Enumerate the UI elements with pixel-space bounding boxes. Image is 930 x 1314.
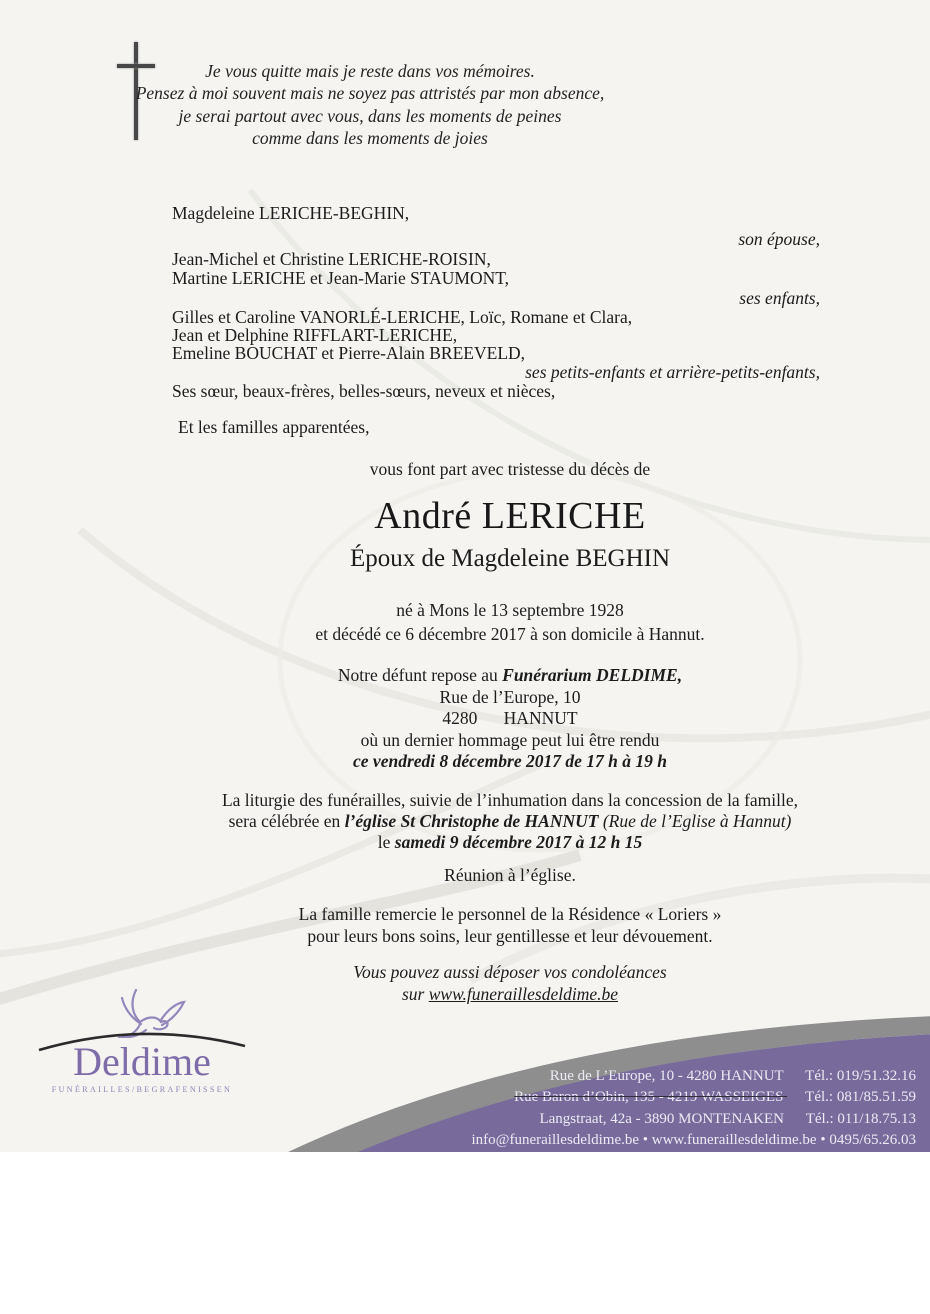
family-relation-children: ses enfants, bbox=[739, 288, 820, 308]
footer-address: Rue de L’Europe, 10 - 4280 HANNUT bbox=[549, 1068, 784, 1084]
ceremony-datetime: samedi 9 décembre 2017 à 12 h 15 bbox=[394, 832, 643, 853]
footer-contact-line: info@funeraillesdeldime.be • www.funeraillesdeldime.be • 0495/65.26.03 bbox=[471, 1131, 916, 1148]
liturgy-line3 bbox=[90, 832, 930, 853]
church-name: l’église St Christophe de HANNUT bbox=[344, 811, 599, 832]
birth-line: né à Mons le 13 septembre 1928 bbox=[396, 600, 624, 620]
family-line-grandchild: Gilles et Caroline VANORLÉ-LERICHE, Loïc, Romane et Clara, bbox=[172, 307, 633, 327]
footer-address: Rue Baron d’Obin, 135 - 4219 WASSEIGES bbox=[514, 1089, 784, 1106]
quote-line: je serai partout avec vous, dans les moments de peines bbox=[178, 105, 562, 126]
death-line: et décédé ce 6 décembre 2017 à son domicile à Hannut. bbox=[315, 623, 705, 644]
repose-hommage-line: où un dernier hommage peut lui être rendu bbox=[360, 729, 660, 750]
thanks-block bbox=[90, 904, 930, 948]
repose-intro: Notre défunt repose au bbox=[337, 665, 503, 685]
liturgy-line2 bbox=[90, 811, 930, 832]
footer-contact-block bbox=[296, 1066, 916, 1151]
quote-line: Je vous quitte mais je reste dans vos mémoires. bbox=[205, 61, 535, 81]
deldime-logo bbox=[36, 982, 248, 1100]
family-relation-grandchildren: ses petits-enfants et arrière-petits-enfants, bbox=[525, 362, 820, 382]
family-line-siblings: Ses sœur, beaux-frères, belles-sœurs, neveux et nièces, bbox=[172, 381, 556, 401]
brand-name: Deldime bbox=[73, 1039, 211, 1084]
liturgy-block bbox=[90, 790, 930, 854]
deceased-name: André LERICHE bbox=[374, 495, 646, 537]
repose-intro-line bbox=[90, 665, 930, 687]
announcement-intro: vous font part avec tristesse du décès de bbox=[369, 459, 651, 479]
meeting-line: Réunion à l’église. bbox=[444, 865, 576, 885]
condolences-line1: Vous pouvez aussi déposer vos condoléances bbox=[353, 962, 667, 982]
condolences-website-link: www.funeraillesdeldime.be bbox=[428, 983, 618, 1004]
footer-tel: Tél.: 011/18.75.13 bbox=[805, 1110, 916, 1127]
liturgy-line1: La liturgie des funérailles, suivie de l’inhumation dans la concession de la famille, bbox=[221, 790, 799, 810]
thanks-line1: La famille remercie le personnel de la Résidence « Loriers » bbox=[298, 904, 722, 924]
memorial-quote bbox=[80, 60, 660, 149]
liturgy-line2-prefix: sera célébrée en bbox=[228, 811, 345, 832]
funeral-home-name: Funérarium DELDIME, bbox=[502, 665, 683, 685]
funeral-home-street: Rue de l’Europe, 10 bbox=[439, 686, 581, 707]
footer-tel: Tél.: 019/51.32.16 bbox=[805, 1068, 916, 1084]
liturgy-line3-prefix: le bbox=[377, 832, 395, 853]
family-line-child: Jean-Michel et Christine LERICHE-ROISIN, bbox=[172, 249, 491, 269]
thanks-line2: pour leurs bons soins, leur gentillesse et leur dévouement. bbox=[307, 925, 713, 946]
family-relation-spouse: son épouse, bbox=[738, 229, 820, 249]
footer-location-hannut bbox=[296, 1066, 916, 1087]
family-line-related-families: Et les familles apparentées, bbox=[178, 417, 370, 437]
footer-address: Langstraat, 42a - 3890 MONTENAKEN bbox=[539, 1110, 784, 1127]
quote-line: Pensez à moi souvent mais ne soyez pas attristés par mon absence, bbox=[135, 83, 605, 104]
footer-location-wasseiges-struck bbox=[296, 1087, 916, 1108]
family-line-spouse-name: Magdeleine LERICHE-BEGHIN, bbox=[172, 203, 410, 223]
footer-location-montenaken bbox=[296, 1109, 916, 1130]
condolences-line2-prefix: sur bbox=[402, 983, 429, 1004]
brand-subtitle: FUNÉRAILLES/BEGRAFENISSEN bbox=[51, 1085, 233, 1094]
birth-death-dates bbox=[90, 599, 930, 646]
funeral-home-city: 4280 HANNUT bbox=[442, 708, 578, 729]
family-line-child: Martine LERICHE et Jean-Marie STAUMONT, bbox=[172, 268, 510, 288]
repose-block bbox=[90, 665, 930, 773]
church-address-note: (Rue de l’Eglise à Hannut) bbox=[602, 811, 792, 832]
footer-tel: Tél.: 081/85.51.59 bbox=[805, 1089, 916, 1106]
family-line-grandchild: Jean et Delphine RIFFLART-LERICHE, bbox=[172, 325, 458, 345]
deceased-relation: Époux de Magdeleine BEGHIN bbox=[349, 545, 671, 572]
family-line-grandchild: Emeline BOUCHAT et Pierre-Alain BREEVELD, bbox=[172, 343, 526, 363]
visitation-schedule: ce vendredi 8 décembre 2017 de 17 h à 19 h bbox=[353, 751, 667, 772]
quote-line: comme dans les moments de joies bbox=[252, 127, 488, 148]
